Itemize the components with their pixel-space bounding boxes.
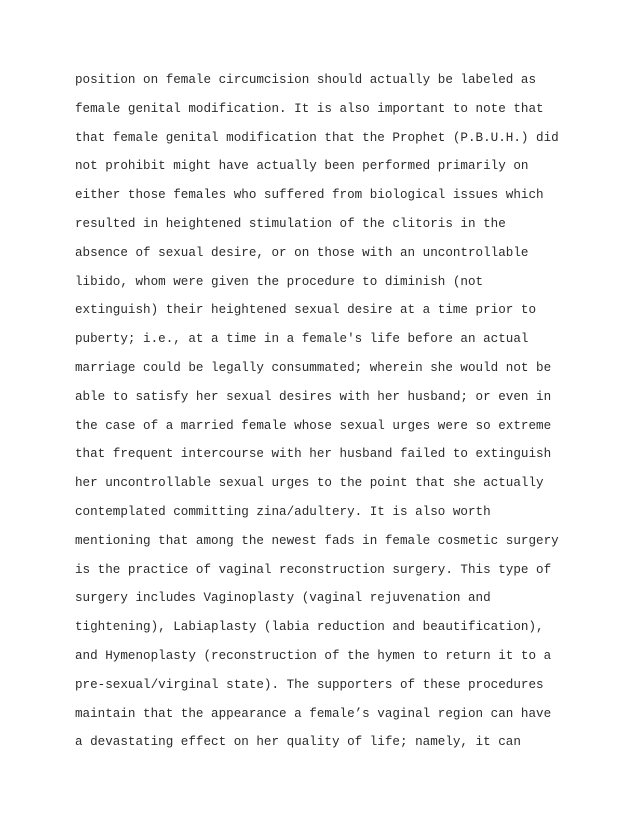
text-line: her uncontrollable sexual urges to the point that she actually [75,476,544,491]
text-line: and Hymenoplasty (reconstruction of the hymen to return it to a [75,648,552,663]
text-line: able to satisfy her sexual desires with her husband; or even in [75,389,552,404]
text-line: contemplated committing zina/adultery. It is also worth [75,504,491,519]
text-line: is the practice of vaginal reconstruction surgery. This type of [75,562,552,577]
text-line: not prohibit might have actually been performed primarily on [75,159,529,174]
text-line: surgery includes Vaginoplasty (vaginal rejuvenation and [75,591,491,606]
text-line: absence of sexual desire, or on those with an uncontrollable [75,245,529,260]
text-line: marriage could be legally consummated; wherein she would not be [75,360,552,375]
text-line: resulted in heightened stimulation of the clitoris in the [75,216,506,231]
text-line: puberty; i.e., at a time in a female's life before an actual [75,332,529,347]
text-line: position on female circumcision should actually be labeled as [75,73,537,87]
text-line: the case of a married female whose sexual urges were so extreme [75,418,552,433]
text-line: mentioning that among the newest fads in female cosmetic surgery [75,533,559,548]
text-line: pre-sexual/virginal state). The supporters of these procedures [75,677,544,692]
text-line: tightening), Labiaplasty (labia reduction and beautification), [75,620,544,635]
text-line: either those females who suffered from biological issues which [75,188,544,203]
text-line: a devastating effect on her quality of life; namely, it can [75,735,521,750]
text-line: libido, whom were given the procedure to diminish (not [75,274,484,289]
body-text [75,72,575,763]
text-line: female genital modification. It is also important to note that [75,101,544,116]
text-line: extinguish) their heightened sexual desire at a time prior to [75,303,537,318]
text-line: that frequent intercourse with her husband failed to extinguish [75,447,552,462]
text-line: that female genital modification that the Prophet (P.B.U.H.) did [75,130,559,145]
text-line: maintain that the appearance a female’s vaginal region can have [75,706,552,721]
